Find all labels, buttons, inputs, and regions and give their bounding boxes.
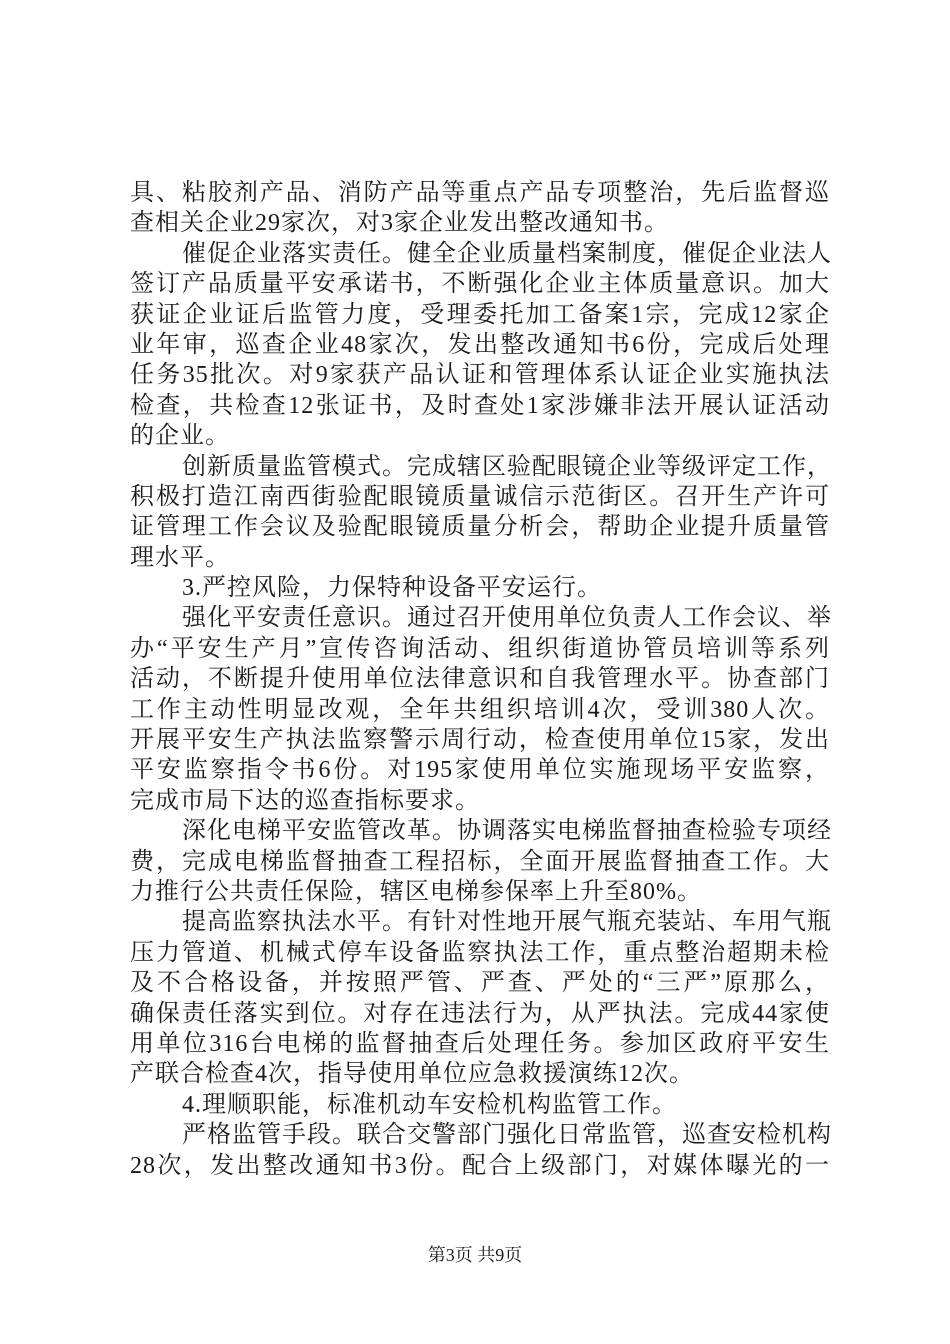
text-line: 理水平。 (130, 544, 230, 571)
text-line: 办“平安生产月”宣传咨询活动、组织街道协管员培训等系列 (130, 635, 830, 662)
paragraph-start: 强化平安责任意识。通过召开使用单位负责人工作会议、举 (182, 605, 832, 632)
text-line: 获证企业证后监管力度，受理委托加工备案1宗，完成12家企 (130, 301, 830, 328)
paragraph-start: 严格监管手段。联合交警部门强化日常监管，巡查安检机构 (182, 1122, 832, 1149)
text-line: 力推行公共责任保险，辖区电梯参保率上升至80%。 (130, 878, 702, 905)
text-line: 确保责任落实到位。对存在违法行为，从严执法。完成44家使 (130, 1000, 830, 1027)
paragraph-start: 深化电梯平安监管改革。协调落实电梯监督抽查检验专项经 (182, 818, 832, 845)
text-line: 活动，不断提升使用单位法律意识和自我管理水平。协查部门 (130, 666, 830, 693)
text-line: 任务35批次。对9家获产品认证和管理体系认证企业实施执法 (130, 362, 830, 389)
text-line: 完成市局下达的巡查指标要求。 (130, 787, 480, 814)
text-line: 签订产品质量平安承诺书，不断强化企业主体质量意识。加大 (130, 271, 830, 298)
text-line: 证管理工作会议及验配眼镜质量分析会，帮助企业提升质量管 (130, 514, 830, 541)
paragraph-start: 催促企业落实责任。健全企业质量档案制度，催促企业法人 (182, 240, 832, 267)
text-line: 费，完成电梯监督抽查工程招标，全面开展监督抽查工作。大 (130, 848, 830, 875)
document-body (130, 178, 830, 1181)
text-line: 平安监察指令书6份。对195家使用单位实施现场平安监察， (130, 757, 830, 784)
section-heading: 3.严控风险，力保特种设备平安运行。 (182, 575, 602, 602)
page-footer (0, 1241, 950, 1267)
text-line: 28次，发出整改通知书3份。配合上级部门，对媒体曝光的一 (130, 1152, 830, 1179)
text-line: 用单位316台电梯的监督抽查后处理任务。参加区政府平安生 (130, 1030, 830, 1057)
paragraph-start: 创新质量监管模式。完成辖区验配眼镜企业等级评定工作， (182, 453, 832, 480)
text-line: 业年审，巡查企业48家次，发出整改通知书6份，完成后处理 (130, 331, 830, 358)
section-heading: 4.理顺职能，标准机动车安检机构监管工作。 (182, 1091, 677, 1118)
text-line: 查相关企业29家次，对3家企业发出整改通知书。 (130, 210, 669, 237)
text-line: 的企业。 (130, 423, 230, 450)
text-line: 压力管道、机械式停车设备监察执法工作，重点整治超期未检 (130, 939, 830, 966)
text-line: 开展平安生产执法监察警示周行动，检查使用单位15家，发出 (130, 727, 830, 754)
page-number: 第3页 共9页 (427, 1245, 523, 1265)
text-line: 及不合格设备，并按照严管、严查、严处的“三严”原那么， (130, 970, 830, 997)
text-line: 具、粘胶剂产品、消防产品等重点产品专项整治，先后监督巡 (130, 180, 830, 206)
text-line: 产联合检查4次，指导使用单位应急救援演练12次。 (130, 1061, 694, 1088)
text-line: 积极打造江南西街验配眼镜质量诚信示范街区。召开生产许可 (130, 483, 830, 510)
text-line: 检查，共检查12张证书，及时查处1家涉嫌非法开展认证活动 (130, 392, 830, 419)
paragraph-start: 提高监察执法水平。有针对性地开展气瓶充装站、车用气瓶 (182, 909, 832, 936)
text-line: 工作主动性明显改观，全年共组织培训4次，受训380人次。 (130, 696, 830, 723)
